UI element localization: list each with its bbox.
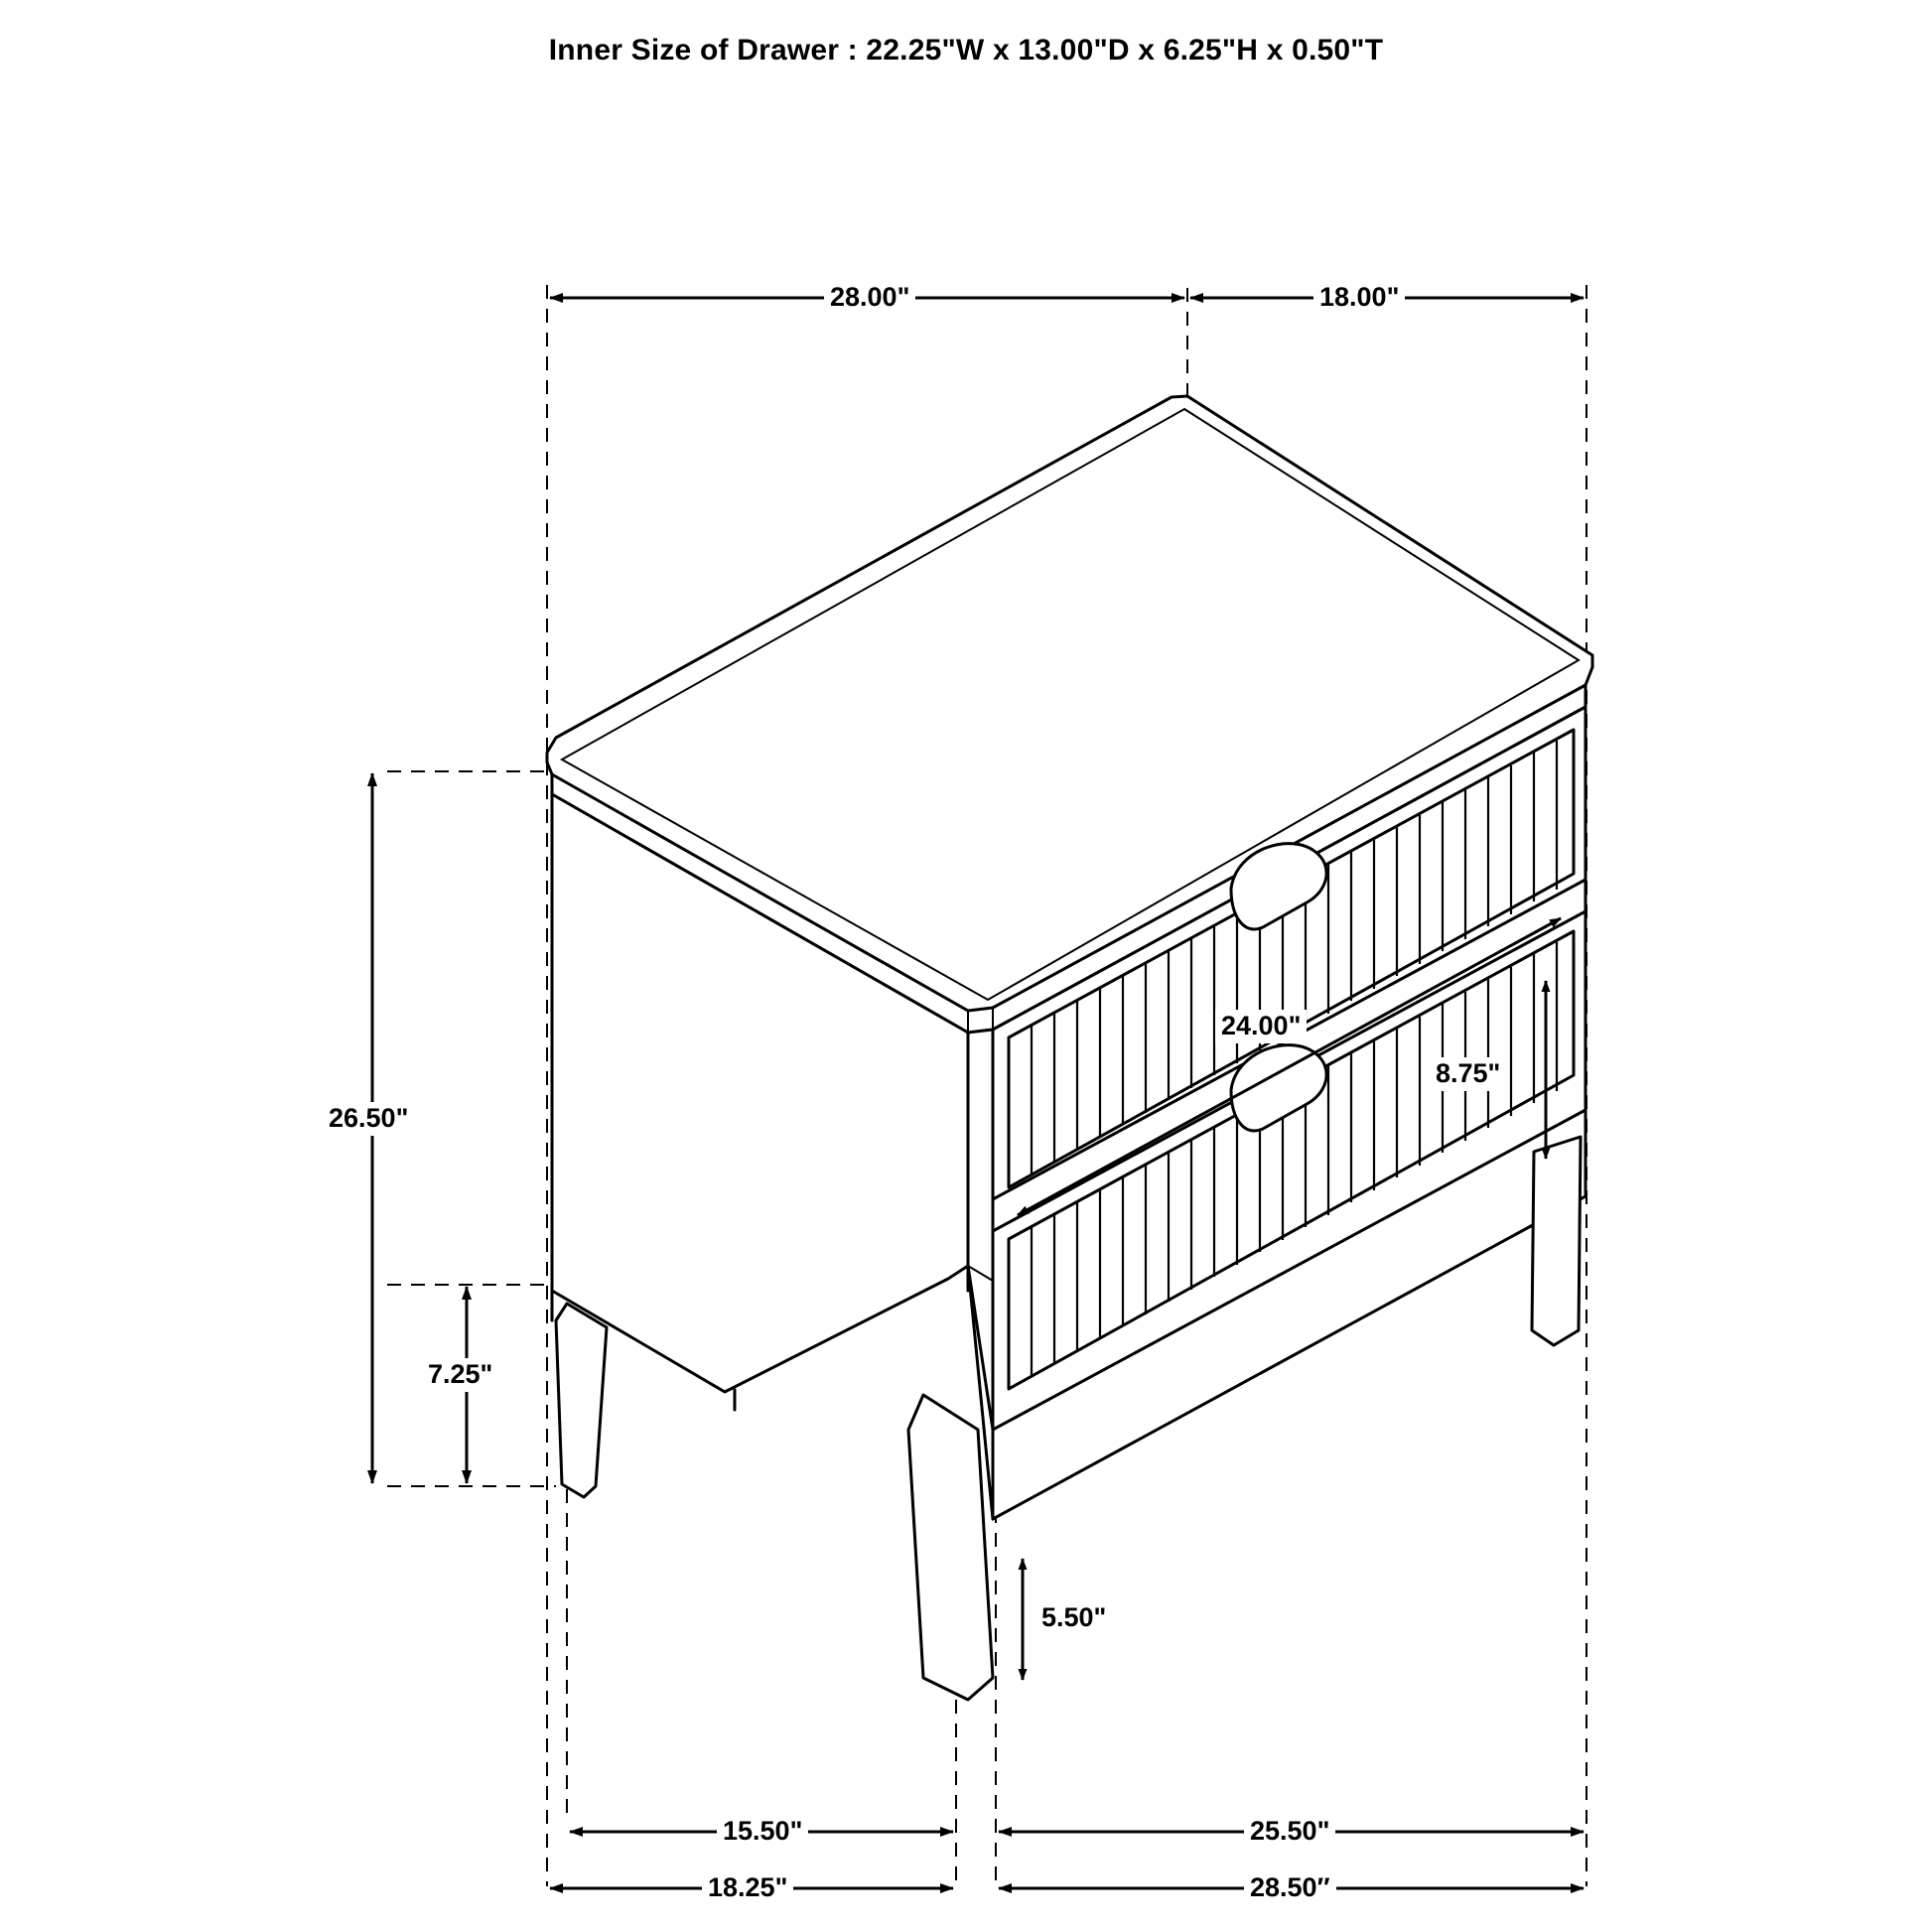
label-case-bottom-height: 7.25" — [422, 1358, 498, 1392]
label-top-depth: 18.00" — [1313, 281, 1405, 315]
label-lower-right-span: 25.50" — [1244, 1815, 1335, 1849]
label-drawer-height: 8.75" — [1430, 1057, 1506, 1091]
label-base-right-span: 28.50″ — [1244, 1871, 1336, 1905]
label-top-width: 28.00" — [824, 281, 915, 315]
label-leg-height: 5.50" — [1035, 1601, 1112, 1635]
label-lower-left-span: 15.50" — [717, 1815, 808, 1849]
label-base-left-span: 18.25" — [702, 1871, 793, 1905]
label-drawer-width: 24.00" — [1215, 1010, 1307, 1043]
label-overall-height: 26.50" — [323, 1102, 414, 1136]
nightstand-outline — [547, 396, 1592, 1700]
page-title: Inner Size of Drawer : 22.25"W x 13.00"D x 6.25"H x 0.50"T — [548, 34, 1384, 67]
